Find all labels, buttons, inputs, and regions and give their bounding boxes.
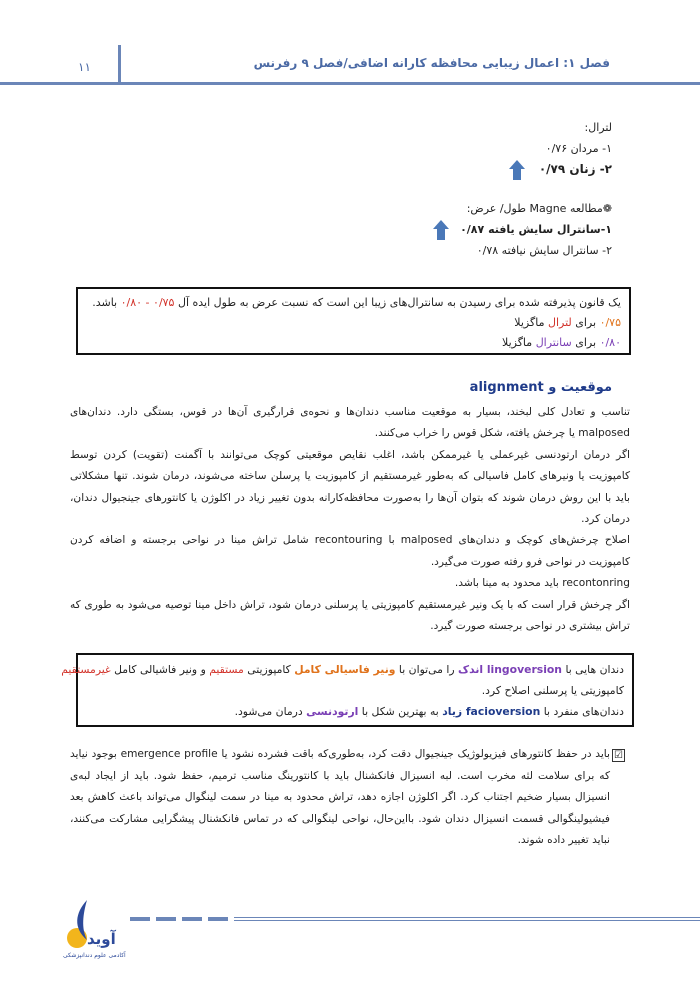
for-text: برای xyxy=(575,336,597,349)
magne-label: ❁مطالعه Magne طول/ عرض: xyxy=(466,202,612,215)
logo-subtitle: آکادمی علوم دندانپزشکی xyxy=(63,952,126,959)
up-arrow-icon xyxy=(433,220,449,240)
footer-rule xyxy=(234,920,700,921)
note-text: و ونیر فاشیالی کامل xyxy=(114,663,206,676)
central-unworn: ۲- سانترال سایش نیافته ۰/۷۸ xyxy=(476,244,612,257)
paragraph: اصلاح چرخش‌های کوچک و دندان‌های malposed با recontouring شامل تراش مینا در نواحی برجسته و اضافه کردن کامپوزیت در نواحی فرو رفته صورت می‌گیرد. xyxy=(70,534,630,568)
note-text: دندان‌های منفرد با xyxy=(543,705,624,718)
paragraph: اگر چرخش قرار است که با یک ونیر غیرمستقیم کامپوزیتی یا پرسلنی درمان شود، تراش داخل مینا توصیه می‌شود به طوری که تراش بیشتری در نواحی برجسته صورت گیرد. xyxy=(70,598,630,633)
rule-line-2 xyxy=(86,313,621,333)
logo-name: آوید xyxy=(87,930,116,948)
section-body xyxy=(70,402,630,637)
footer-dash xyxy=(156,917,176,921)
ratio-rule-box xyxy=(76,287,631,355)
lateral-label: لترال: xyxy=(584,121,612,134)
facial-veneer-term: ونیر فاسیالی کامل xyxy=(294,663,396,676)
note-line-3 xyxy=(86,701,624,722)
for-text: برای xyxy=(575,316,597,329)
lingoversion-term: lingoversion اندک xyxy=(458,663,562,676)
lateral-word: لترال xyxy=(547,316,572,329)
rule-range: ۰/۷۵ - ۰/۸۰ xyxy=(120,296,175,309)
header-rule xyxy=(0,82,700,85)
rule-text-end: باشد. xyxy=(92,296,118,309)
women-ratio-row xyxy=(433,159,612,180)
footer-dash xyxy=(182,917,202,921)
indirect-term: غیرمستقیم xyxy=(61,663,111,676)
page-number: ۱۱ xyxy=(78,60,91,74)
women-ratio: ۲- زنان ۰/۷۹ xyxy=(538,162,612,176)
avid-logo xyxy=(65,898,125,958)
note-text: درمان می‌شود. xyxy=(234,705,303,718)
orthodontics-term: ارتودنسی xyxy=(306,705,359,718)
central-worn-row xyxy=(433,219,612,240)
paragraph: تناسب و تعادل کلی لبخند، بسیار به موقعیت مناسب دندان‌ها و نحوه‌ی قرارگیری آن‌ها در قوس، بستگی دارد. دندان‌های malposed یا چرخش یافته، شکل قوس را خراب می‌کنند. xyxy=(70,406,630,440)
note-line-2: کامپوزیتی یا پرسلنی اصلاح کرد. xyxy=(481,684,624,697)
central-word: سانترال xyxy=(535,336,572,349)
ratio-list xyxy=(433,117,612,261)
direct-term: مستقیم xyxy=(209,663,244,676)
facioversion-term: facioversion زیاد xyxy=(442,705,541,718)
maxilla-word: ماگزیلا xyxy=(502,336,533,349)
central-worn: ۱-سانترال سایش یافته ۰/۸۷ xyxy=(460,223,612,236)
footer-dash xyxy=(208,917,228,921)
note-text: دندان هایی با xyxy=(565,663,624,676)
footer-rule xyxy=(234,917,700,918)
chapter-title: فصل ۱: اعمال زیبایی محافظه کارانه اضافی/فصل ۹ رفرنس xyxy=(253,56,610,70)
maxilla-word: ماگزیلا xyxy=(514,316,545,329)
checkbox-icon: ☑ xyxy=(612,749,625,762)
note-line-1 xyxy=(61,659,624,680)
paragraph: recontonring باید محدود به مینا باشد. xyxy=(454,577,630,590)
up-arrow-icon xyxy=(509,160,525,180)
rule-text: یک قانون پذیرفته شده برای رسیدن به سانترال‌های زیبا این است که نسبت عرض به طول ایده آل xyxy=(177,296,621,309)
lateral-value: ۰/۷۵ xyxy=(599,316,621,329)
logo-mark-icon xyxy=(65,898,125,958)
note-text: را می‌توان با xyxy=(398,663,455,676)
paragraph: اگر درمان ارتودنسی غیرعملی یا غیرممکن باشد، اغلب نقایص موقعیتی کوچک می‌توانند با آگمنت (تقویت) کردن توسط کامپوزیت یا ونیرهای کامل فاسیالی که به‌طور غیرمستقیم از کامپوزیت یا پرسلن ساخته می‌شوند، درمان شوند. تنها مشکلاتی باید با این روش درمان شوند که بتوان آن‌ها را به‌صورت محافظه‌کارانه بدون تغییر زیاد در اکلوژن یا کانتورهای جینجیوال دندان، درمان کرد. xyxy=(70,448,630,526)
bullet-paragraph: باید در حفظ کانتورهای فیزیولوژیک جینجیوال دقت کرد، به‌طوری‌که باقت فشرده نشود یا emergence profile بوجود نیاید که برای سلامت لثه مخرب است. لبه انسیزال فانکشنال باید با کانتورینگ مناسب ترمیم، حفظ شود. باید از ایجاد لبه‌ی انسیزال بسیار ضخیم اجتناب کرد. اگر اکلوژن اجازه دهد، تراش محدود به مینا در سمت لینگوال می‌تواند باعث کاهش بعد فیشیولینگوالی قسمت انسیزال دندان شود. بااین‌حال، نواحی لینگوالی که در تماس فانکشنال پیشگرایی مشارکت می‌کنند، نباید تغییر داده شوند. xyxy=(70,748,610,846)
rule-line-1 xyxy=(86,293,621,313)
header-divider-vertical xyxy=(118,45,121,85)
central-value: ۰/۸۰ xyxy=(599,336,621,349)
note-text: به بهترین شکل با xyxy=(361,705,439,718)
footer-dash xyxy=(130,917,150,921)
section-heading: موقعیت و alignment xyxy=(469,380,612,395)
men-ratio: ۱- مردان ۰/۷۶ xyxy=(545,142,612,155)
note-text: کامپوزیتی xyxy=(247,663,291,676)
version-note-box xyxy=(61,653,634,727)
rule-line-3 xyxy=(86,333,621,353)
